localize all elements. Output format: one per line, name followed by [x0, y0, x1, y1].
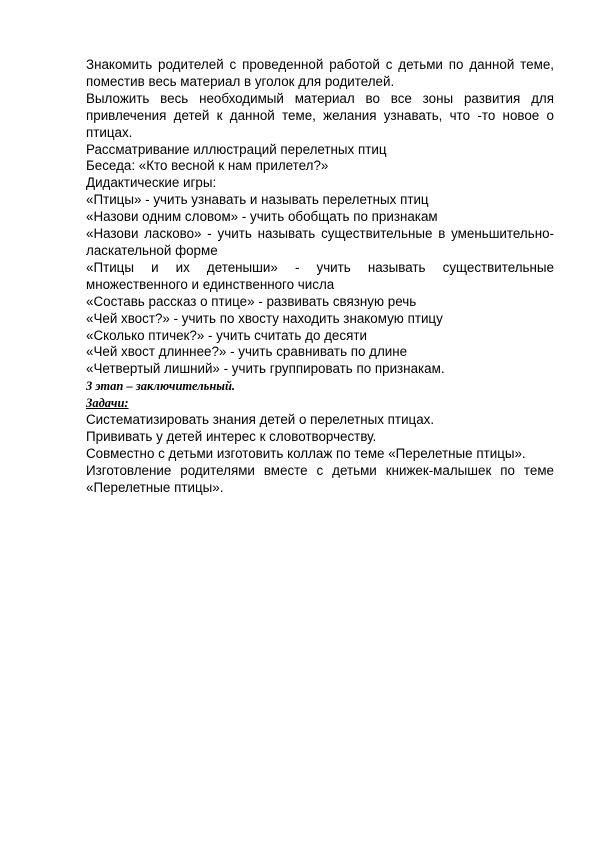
game-item: «Назови одним словом» - учить обобщать по признакам [86, 209, 438, 225]
task-item: Систематизировать знания детей о перелетных птицах. [86, 412, 435, 428]
game-item: «Птицы» - учить узнавать и называть перелетных птиц [86, 192, 429, 208]
paragraph-conversation: Беседа: «Кто весной к нам прилетел?» [86, 158, 329, 174]
game-item: «Назови ласково» - учить называть существительные в уменьшительно-ласкательной форме [86, 226, 554, 258]
task-item: Изготовление родителями вместе с детьми книжек-малышек по теме «Перелетные птицы». [86, 462, 554, 495]
game-item: «Четвертый лишний» - учить группировать по признакам. [86, 361, 445, 377]
paragraph-parents-intro: Знакомить родителей с проведенной работой с детьми по данной теме, поместив весь материал в уголок для родителей. [86, 57, 554, 89]
game-item: «Птицы и их детеныши» - учить называть существительные множественного и единственного числа [86, 259, 554, 292]
game-item: «Чей хвост длиннее?» - учить сравнивать по длине [86, 344, 408, 360]
task-item: Совместно с детьми изготовить коллаж по теме «Перелетные птицы». [86, 445, 526, 461]
task-item: Прививать у детей интерес к словотворчеству. [86, 428, 377, 444]
document-page [86, 57, 554, 497]
stage-heading: 3 этап – заключительный. [86, 379, 236, 394]
game-item: «Составь рассказ о птице» - развивать связную речь [86, 293, 417, 309]
paragraph-didactic-games: Дидактические игры: [86, 175, 217, 191]
paragraph-materials: Выложить весь необходимый материал во все зоны развития для привлечения детей к данной теме, желания узнавать, что -то новое о птицах. [86, 90, 554, 140]
tasks-heading: Задачи: [86, 396, 129, 411]
game-item: «Сколько птичек?» - учить считать до десяти [86, 327, 367, 343]
paragraph-illustrations: Рассматривание иллюстраций перелетных птиц [86, 141, 387, 157]
game-item: «Чей хвост?» - учить по хвосту находить знакомую птицу [86, 310, 443, 326]
